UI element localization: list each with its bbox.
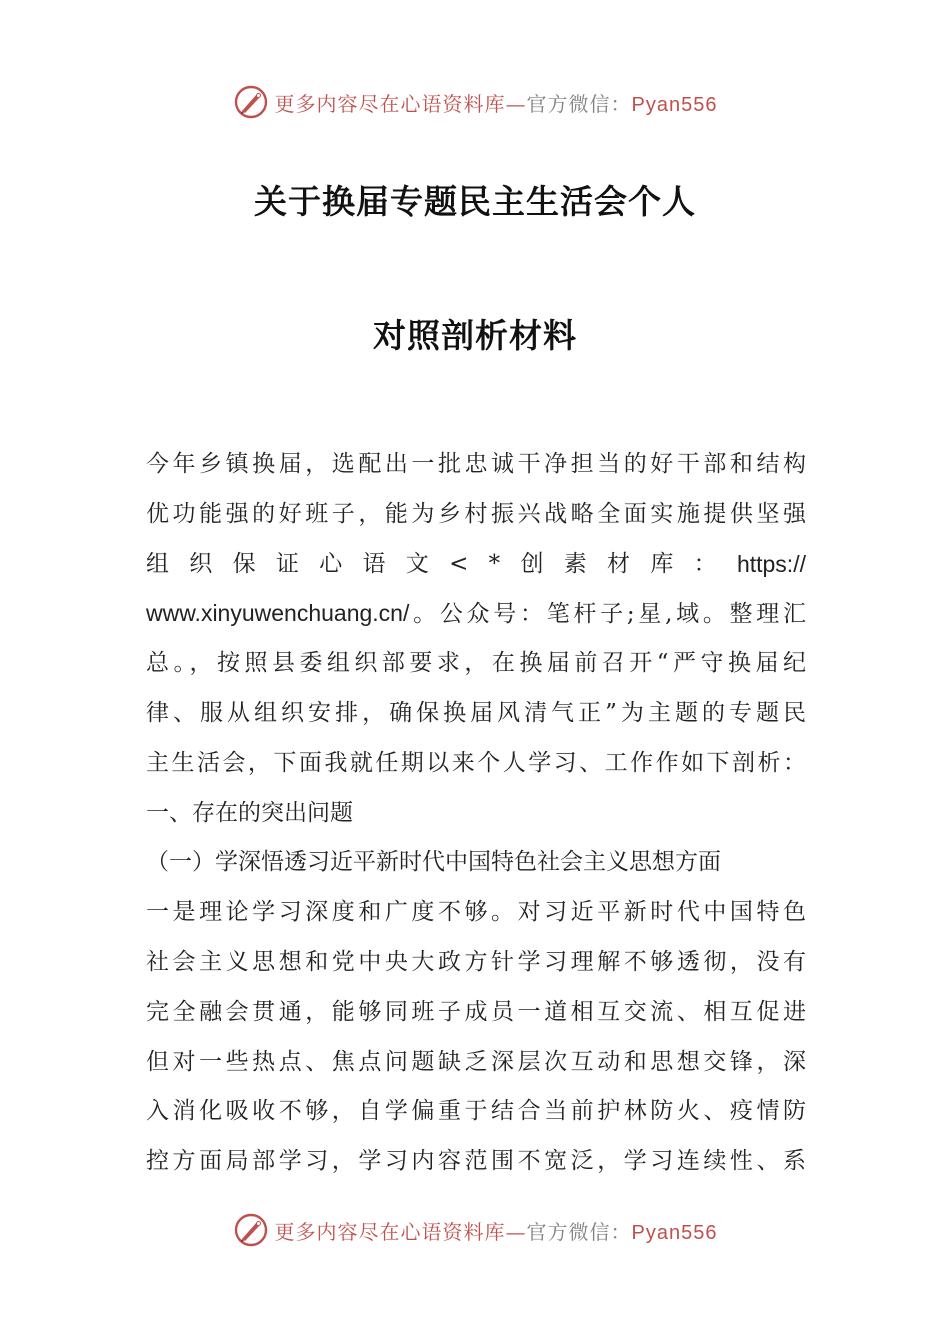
body-line: 但对一些热点、焦点问题缺乏深层次互动和思想交锋，深	[146, 1048, 806, 1075]
body-line: 优功能强的好班子，能为乡村振兴战略全面实施提供坚强	[146, 500, 806, 527]
body-line: 一是理论学习深度和广度不够。对习近平新时代中国特色	[146, 899, 806, 926]
document-title-line-1: 关于换届专题民主生活会个人	[254, 182, 696, 221]
pen-logo-icon	[233, 1212, 269, 1248]
body-line: 一、存在的突出问题	[146, 799, 353, 826]
banner-wechat-label: 官方微信：	[526, 1219, 632, 1244]
body-line: 社会主义思想和党中央大政方针学习理解不够透彻，没有	[146, 948, 806, 975]
banner-wechat-label: 官方微信：	[526, 91, 632, 116]
banner-text	[275, 1216, 718, 1245]
pen-logo-icon	[233, 84, 269, 120]
body-line: www.xinyuwenchuang.cn/。公众号：笔杆子;星,域。整理汇	[146, 600, 806, 628]
body-line: 主生活会，下面我就任期以来个人学习、工作作如下剖析：	[146, 749, 806, 776]
document-title-line-2: 对照剖析材料	[373, 316, 577, 355]
body-line: （一）学深悟透习近平新时代中国特色社会主义思想方面	[146, 849, 721, 876]
body-line: 今年乡镇换届，选配出一批忠诚干净担当的好干部和结构	[146, 451, 806, 477]
body-line: 组 织 保 证 心 语 文 < * 创 素 材 库 ： https://	[146, 550, 806, 577]
banner-separator: —	[505, 91, 527, 116]
document-body	[146, 440, 806, 1187]
banner-text	[275, 88, 718, 117]
body-line: 律、服从组织安排，确保换届风清气正”为主题的专题民	[146, 699, 806, 726]
banner-separator: —	[505, 1219, 527, 1244]
banner-wechat-id: Pyan556	[631, 93, 718, 116]
banner-wechat-id: Pyan556	[631, 1221, 718, 1244]
banner-main-text: 更多内容尽在心语资料库	[274, 1219, 506, 1244]
banner-main-text: 更多内容尽在心语资料库	[274, 91, 506, 116]
body-line: 入消化吸收不够，自学偏重于结合当前护林防火、疫情防	[146, 1098, 806, 1125]
body-line: 控方面局部学习，学习内容范围不宽泛，学习连续性、系	[146, 1148, 806, 1175]
body-line: 完全融会贯通，能够同班子成员一道相互交流、相互促进	[146, 998, 806, 1025]
body-line: 总。，按照县委组织部要求，在换届前召开“严守换届纪	[146, 650, 806, 677]
header-watermark-banner	[0, 80, 950, 124]
footer-watermark-banner	[0, 1208, 950, 1252]
